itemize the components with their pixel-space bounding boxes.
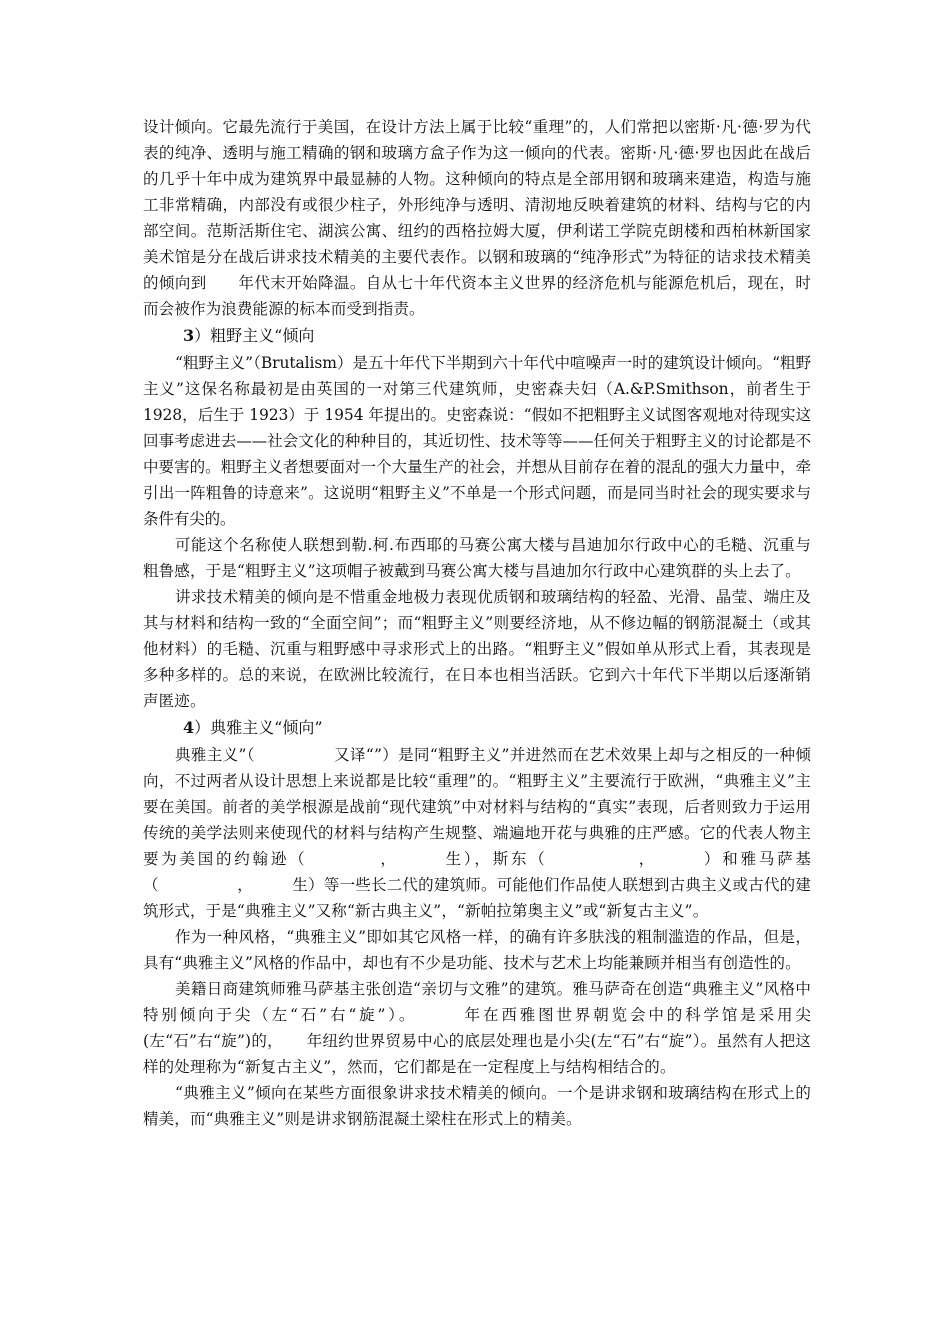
paragraph-formalism-style: 作为一种风格，“典雅主义”即如其它风格一样，的确有许多肤浅的粗制滥造的作品，但是，具有“典雅主义”风格的作品中，却也有不少是功能、技术与艺术上均能兼顾并相当有创造性的。	[143, 928, 811, 972]
paragraph-technical-perfection: 设计倾向。它最先流行于美国，在设计方法上属于比较“重理”的，人们常把以密斯·凡·德·罗为代表的纯净、透明与施工精确的钢和玻璃方盒子作为这一倾向的代表。密斯·凡·德·罗也因此在战后的几乎十年中成为建筑界中最显赫的人物。这种倾向的特点是全部用钢和玻璃来建造，构造与施工非常精确，内部没有或很少柱子，外形纯净与透明、清沏地反映着建筑的材料、结构与它的内部空间。范斯活斯住宅、湖滨公寓、纽约的西格拉姆大厦，伊利诺工学院克朗楼和西柏林新国家美术馆是分在战后讲求技术精美的主要代表作。以钢和玻璃的“纯净形式”为特征的诘求技术精美的倾向到 年代末开始降温。自从七十年代资本主义世界的经济危机与能源危机后，现在，时而会被作为浪费能源的标本而受到指责。	[143, 118, 811, 318]
heading-brutalism	[143, 322, 811, 350]
paragraph-yamasaki: 美籍日商建筑师雅马萨基主张创造“亲切与文雅”的建筑。雅马萨奇在创造“典雅主义”风格中特别倾向于尖（左“石”右“旋”）。 年在西雅图世界朝览会中的科学馆是采用尖(左“石”右“旋”)的， 年纽约世界贸易中心的底层处理也是小尖(左“石”右“旋”）。虽然有人把这样的处理称为“新复古主义”，然而，它们都是在一定程度上与结构相结合的。	[143, 980, 811, 1076]
paragraph-formalism-intro: 典雅主义”（ 又译“”）是同“粗野主义”并进然而在艺术效果上却与之相反的一种倾向，不过两者从设计思想上来说都是比较“重理”的。“粗野主义”主要流行于欧洲，“典雅主义”主要在美国。前者的美学根源是战前“现代建筑”中对材料与结构的“真实”表现，后者则致力于运用传统的美学法则来使现代的材料与结构产生规整、端遍地开花与典雅的庄严感。它的代表人物主要为美国的约翰逊（ ， 生），斯东（ ， ）和雅马萨基（ ， 生）等一些长二代的建筑师。可能他们作品使人联想到古典主义或古代的建筑形式，于是“典雅主义”又称“新古典主义”，“新帕拉第奥主义”或“新复古主义”。	[143, 746, 811, 920]
heading-text: ）粗野主义“倾向	[194, 326, 315, 345]
heading-number: 3	[183, 326, 195, 345]
paragraph-brutalism-origin: “粗野主义”（Brutalism）是五十年代下半期到六十年代中喧噪声一时的建筑设计倾向。“粗野主义”这保名称最初是由英国的一对第三代建筑师，史密森夫妇（A.&P.Smithson，前者生于 1928，后生于 1923）于 1954 年提出的。史密森说：“假如不把粗野主义试图客观地对待现实这回事考虑进去——社会文化的种种目的，其近切性、技术等等——任何关于粗野主义的讨论都是不中要害的。粗野主义者想要面对一个大量生产的社会，并想从目前存在着的混乱的强大力量中，牵引出一阵粗鲁的诗意来”。这说明“粗野主义”不单是一个形式问题，而是同当时社会的现实要求与条件有尖的。	[143, 354, 811, 528]
paragraph-brutalism-comparison: 讲求技术精美的倾向是不惜重金地极力表现优质钢和玻璃结构的轻盈、光滑、晶莹、端庄及其与材料和结构一致的“全面空间”；而“粗野主义”则要经济地，从不修边幅的钢筋混凝土（或其他材料）的毛糙、沉重与粗野感中寻求形式上的出路。“粗野主义”假如单从形式上看，其表现是多种多样的。总的来说，在欧洲比较流行，在日本也相当活跃。它到六十年代下半期以后逐渐销声匿迹。	[143, 588, 811, 710]
paragraph-formalism-summary: “典雅主义”倾向在某些方面很象讲求技术精美的倾向。一个是讲求钢和玻璃结构在形式上的精美，而“典雅主义”则是讲求钢筋混凝土梁柱在形式上的精美。	[143, 1084, 811, 1128]
heading-number: 4	[183, 718, 195, 737]
document-page	[143, 114, 811, 1132]
heading-text: ）典雅主义“倾向”	[194, 718, 323, 737]
paragraph-brutalism-name: 可能这个名称使人联想到勒.柯.布西耶的马赛公寓大楼与昌迪加尔行政中心的毛糙、沉重与粗鲁感，于是“粗野主义”这项帽子被戴到马赛公寓大楼与昌迪加尔行政中心建筑群的头上去了。	[143, 536, 811, 580]
heading-formalism	[143, 714, 811, 742]
